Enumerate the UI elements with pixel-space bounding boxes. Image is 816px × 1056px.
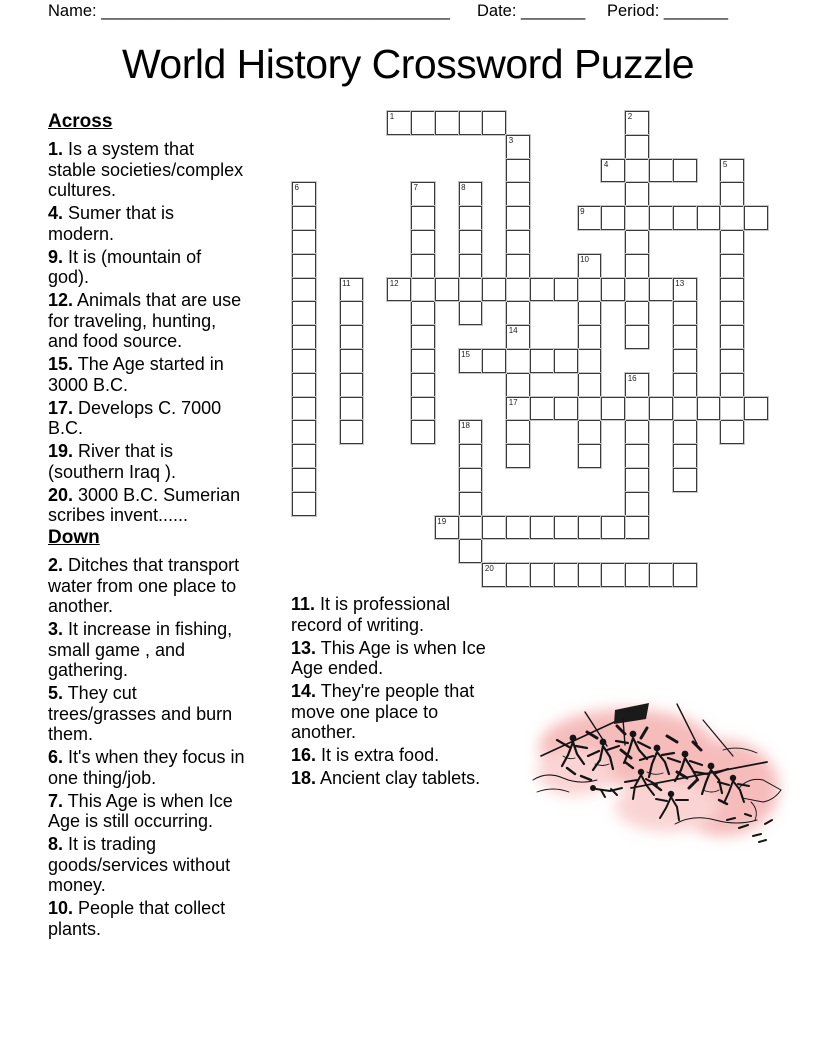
grid-cell-r12c2[interactable] [340,397,364,421]
clue-text: They're people that move one place to another. [291,681,475,742]
grid-clue-number: 13 [675,278,685,288]
grid-cell-r6c5[interactable] [411,254,435,278]
grid-cell-r13c7[interactable] [459,420,483,444]
grid-cell-r16c7[interactable] [459,492,483,516]
grid-cell-r7c15[interactable] [649,278,673,302]
grid-cell-r7c0[interactable] [292,278,316,302]
clue-text: It is professional record of writing. [291,594,451,635]
grid-cell-r5c18[interactable] [720,230,744,254]
clue-text: Animals that are use for traveling, hunting, and food source. [48,290,242,351]
clue-across-9 [48,247,245,288]
clue-across-4 [48,203,245,244]
grid-cell-r17c7[interactable] [459,516,483,540]
period-label: Period: [607,2,664,20]
grid-cell-r12c18[interactable] [720,397,744,421]
clue-number: 12. [48,290,74,310]
grid-cell-r12c10[interactable] [530,397,554,421]
grid-cell-r14c16[interactable] [673,444,697,468]
grid-cell-r7c12[interactable] [578,278,602,302]
clue-number: 14. [291,681,317,701]
clue-number: 5. [48,683,64,703]
grid-cell-r5c0[interactable] [292,230,316,254]
grid-cell-r13c16[interactable] [673,420,697,444]
grid-cell-r4c9[interactable] [506,206,530,230]
clue-text: People that collect plants. [48,898,226,939]
clue-down-3 [48,619,245,681]
grid-cell-r1c14[interactable] [625,135,649,159]
grid-cell-r14c14[interactable] [625,444,649,468]
grid-cell-r4c18[interactable] [720,206,744,230]
grid-cell-r11c14[interactable] [625,373,649,397]
grid-cell-r13c9[interactable] [506,420,530,444]
grid-cell-r18c7[interactable] [459,539,483,563]
grid-cell-r16c14[interactable] [625,492,649,516]
grid-cell-r19c9[interactable] [506,563,530,587]
grid-clue-number: 5 [722,159,728,169]
down-clues-list-left [48,555,245,939]
grid-cell-r4c17[interactable] [697,206,721,230]
grid-cell-r19c12[interactable] [578,563,602,587]
grid-cell-r11c18[interactable] [720,373,744,397]
grid-clue-number: 18 [461,421,470,431]
grid-cell-r17c11[interactable] [554,516,578,540]
grid-clue-number: 19 [437,516,447,526]
clue-number: 11. [291,594,316,614]
grid-clue-number: 4 [603,159,609,169]
grid-cell-r7c13[interactable] [601,278,625,302]
grid-cell-r4c13[interactable] [601,206,625,230]
grid-clue-number: 16 [627,373,637,383]
grid-cell-r11c0[interactable] [292,373,316,397]
grid-cell-r2c18[interactable] [720,159,744,183]
grid-cell-r12c17[interactable] [697,397,721,421]
grid-cell-r7c16[interactable] [673,278,697,302]
grid-cell-r7c10[interactable] [530,278,554,302]
date-label: Date: [477,2,522,20]
grid-cell-r12c19[interactable] [744,397,768,421]
clue-number: 15. [48,354,74,374]
grid-cell-r7c14[interactable] [625,278,649,302]
clue-text: Ditches that transport water from one place to another. [48,555,240,616]
clue-text: Ancient clay tablets. [316,768,481,788]
grid-cell-r15c14[interactable] [625,468,649,492]
grid-clue-number: 14 [508,326,518,336]
grid-cell-r13c5[interactable] [411,420,435,444]
grid-cell-r9c0[interactable] [292,325,316,349]
grid-cell-r13c14[interactable] [625,420,649,444]
grid-cell-r4c15[interactable] [649,206,673,230]
grid-cell-r5c5[interactable] [411,230,435,254]
grid-cell-r7c4[interactable] [387,278,411,302]
clue-text: It is (mountain of god). [48,246,202,287]
grid-cell-r10c2[interactable] [340,349,364,373]
grid-cell-r4c12[interactable] [578,206,602,230]
grid-cell-r6c12[interactable] [578,254,602,278]
grid-cell-r11c5[interactable] [411,373,435,397]
grid-cell-r0c14[interactable] [625,111,649,135]
clue-across-20 [48,485,245,526]
grid-cell-r17c8[interactable] [482,516,506,540]
grid-cell-r10c16[interactable] [673,349,697,373]
grid-cell-r13c0[interactable] [292,420,316,444]
clue-across-12 [48,290,245,352]
grid-cell-r5c7[interactable] [459,230,483,254]
grid-cell-r17c6[interactable] [435,516,459,540]
clue-text: It is extra food. [316,745,440,765]
grid-clue-number: 10 [580,254,589,264]
grid-clue-number: 12 [389,278,399,288]
grid-cell-r12c5[interactable] [411,397,435,421]
clue-down-11 [291,594,493,635]
grid-cell-r7c6[interactable] [435,278,459,302]
grid-cell-r0c5[interactable] [411,111,435,135]
grid-cell-r19c10[interactable] [530,563,554,587]
grid-cell-r4c0[interactable] [292,206,316,230]
grid-cell-r6c9[interactable] [506,254,530,278]
grid-clue-number: 1 [389,112,395,121]
grid-cell-r2c13[interactable] [601,159,625,183]
grid-cell-r19c16[interactable] [673,563,697,587]
grid-clue-number: 20 [484,564,494,574]
clue-text: This Age is when Ice Age is still occurring. [48,790,233,831]
name-label: Name: [48,2,102,20]
clue-text: 3000 B.C. Sumerian scribes invent...... [48,484,241,525]
grid-cell-r17c13[interactable] [601,516,625,540]
grid-cell-r9c16[interactable] [673,325,697,349]
grid-cell-r13c12[interactable] [578,420,602,444]
grid-cell-r10c12[interactable] [578,349,602,373]
grid-cell-r0c8[interactable] [482,111,506,135]
clue-text: It's when they focus in one thing/job. [48,747,245,788]
clue-down-2 [48,555,245,617]
clue-text: They cut trees/grasses and burn them. [48,683,233,744]
clue-across-17 [48,398,245,439]
grid-cell-r8c14[interactable] [625,301,649,325]
clue-number: 6. [48,747,64,767]
name-field [48,1,450,21]
grid-cell-r7c8[interactable] [482,278,506,302]
grid-cell-r8c18[interactable] [720,301,744,325]
grid-cell-r16c0[interactable] [292,492,316,516]
clue-down-13 [291,638,493,679]
grid-cell-r12c9[interactable] [506,397,530,421]
grid-cell-r11c9[interactable] [506,373,530,397]
grid-clue-number: 7 [413,183,418,193]
clue-down-14 [291,681,493,743]
grid-cell-r17c12[interactable] [578,516,602,540]
grid-clue-number: 2 [627,112,633,121]
grid-cell-r12c12[interactable] [578,397,602,421]
crossword-grid [292,111,769,592]
grid-cell-r14c9[interactable] [506,444,530,468]
grid-clue-number: 15 [461,350,470,359]
clues-middle-column [291,594,493,791]
down-heading: Down [48,527,100,548]
clue-down-7 [48,791,245,832]
grid-cell-r10c18[interactable] [720,349,744,373]
grid-cell-r5c9[interactable] [506,230,530,254]
grid-cell-r12c11[interactable] [554,397,578,421]
clue-text: Sumer that is modern. [48,203,175,244]
grid-cell-r17c10[interactable] [530,516,554,540]
grid-clue-number: 17 [508,397,518,407]
clue-down-6 [48,747,245,788]
clue-across-15 [48,354,245,395]
grid-cell-r7c11[interactable] [554,278,578,302]
name-blank-line[interactable]: ______________________________________ [101,2,450,20]
grid-cell-r3c9[interactable] [506,182,530,206]
grid-cell-r15c0[interactable] [292,468,316,492]
grid-cell-r6c14[interactable] [625,254,649,278]
period-blank-line[interactable]: _______ [663,2,729,20]
grid-cell-r15c16[interactable] [673,468,697,492]
clue-number: 18. [291,768,317,788]
grid-cell-r11c16[interactable] [673,373,697,397]
grid-cell-r15c7[interactable] [459,468,483,492]
grid-cell-r6c7[interactable] [459,254,483,278]
grid-cell-r10c0[interactable] [292,349,316,373]
grid-clue-number: 11 [342,278,351,288]
date-field [477,1,585,21]
clue-text: This Age is when Ice Age ended. [291,637,486,678]
clue-text: Develops C. 7000 B.C. [48,397,222,438]
grid-cell-r7c18[interactable] [720,278,744,302]
grid-cell-r3c18[interactable] [720,182,744,206]
clue-number: 4. [48,203,64,223]
grid-cell-r6c0[interactable] [292,254,316,278]
clue-text: The Age started in 3000 B.C. [48,354,224,395]
grid-cell-r10c7[interactable] [459,349,483,373]
grid-cell-r3c14[interactable] [625,182,649,206]
clue-number: 2. [48,555,64,575]
clue-down-16 [291,745,493,766]
grid-cell-r14c12[interactable] [578,444,602,468]
grid-cell-r8c5[interactable] [411,301,435,325]
grid-cell-r19c14[interactable] [625,563,649,587]
clue-down-8 [48,834,245,896]
clue-number: 17. [48,397,74,418]
clue-number: 7. [48,790,64,811]
grid-cell-r8c9[interactable] [506,301,530,325]
grid-cell-r2c14[interactable] [625,159,649,183]
grid-cell-r12c16[interactable] [673,397,697,421]
grid-cell-r8c7[interactable] [459,301,483,325]
grid-cell-r9c5[interactable] [411,325,435,349]
grid-cell-r12c0[interactable] [292,397,316,421]
grid-cell-r12c14[interactable] [625,397,649,421]
grid-cell-r9c14[interactable] [625,325,649,349]
grid-cell-r9c18[interactable] [720,325,744,349]
clue-text: Is a system that stable societies/complex cultures. [48,139,244,200]
clue-number: 20. [48,484,74,505]
battle-scene-illustration [527,692,789,850]
clue-number: 13. [291,637,317,658]
grid-clue-number: 9 [580,207,585,217]
grid-cell-r14c7[interactable] [459,444,483,468]
across-heading: Across [48,111,113,132]
clue-number: 1. [48,139,64,159]
clue-down-10 [48,898,245,939]
grid-cell-r0c7[interactable] [459,111,483,135]
grid-cell-r10c9[interactable] [506,349,530,373]
grid-cell-r10c8[interactable] [482,349,506,373]
clue-text: River that is (southern Iraq ). [48,441,177,482]
grid-cell-r5c14[interactable] [625,230,649,254]
grid-cell-r7c9[interactable] [506,278,530,302]
grid-cell-r2c16[interactable] [673,159,697,183]
clue-text: It is trading goods/services without money. [48,834,231,895]
grid-cell-r19c8[interactable] [482,563,506,587]
clue-across-19 [48,441,245,482]
grid-cell-r8c2[interactable] [340,301,364,325]
grid-cell-r4c19[interactable] [744,206,768,230]
grid-clue-number: 8 [461,183,466,193]
grid-cell-r7c5[interactable] [411,278,435,302]
grid-cell-r10c11[interactable] [554,349,578,373]
period-field [607,1,728,21]
grid-cell-r1c9[interactable] [506,135,530,159]
grid-cell-r3c7[interactable] [459,182,483,206]
clue-number: 19. [48,441,74,461]
down-clues-list-right [291,594,493,789]
grid-cell-r19c11[interactable] [554,563,578,587]
grid-cell-r13c18[interactable] [720,420,744,444]
grid-clue-number: 6 [294,183,299,193]
clue-across-1 [48,139,245,201]
grid-cell-r6c18[interactable] [720,254,744,278]
grid-cell-r2c15[interactable] [649,159,673,183]
date-blank-line[interactable]: _______ [521,2,586,20]
grid-cell-r17c9[interactable] [506,516,530,540]
grid-cell-r8c0[interactable] [292,301,316,325]
grid-cell-r10c5[interactable] [411,349,435,373]
clue-text: It increase in fishing, small game , and gathering. [48,619,233,680]
grid-cell-r14c0[interactable] [292,444,316,468]
grid-cell-r19c15[interactable] [649,563,673,587]
clue-number: 10. [48,898,74,918]
grid-cell-r8c12[interactable] [578,301,602,325]
grid-cell-r7c7[interactable] [459,278,483,302]
grid-cell-r7c2[interactable] [340,278,364,302]
clue-number: 9. [48,246,64,267]
grid-cell-r9c12[interactable] [578,325,602,349]
grid-cell-r9c9[interactable] [506,325,530,349]
grid-cell-r12c13[interactable] [601,397,625,421]
grid-cell-r3c0[interactable] [292,182,316,206]
page-title: World History Crossword Puzzle [121,41,695,87]
clue-down-5 [48,683,245,745]
grid-cell-r11c12[interactable] [578,373,602,397]
grid-cell-r2c9[interactable] [506,159,530,183]
clue-number: 8. [48,834,64,854]
grid-cell-r4c7[interactable] [459,206,483,230]
grid-cell-r10c10[interactable] [530,349,554,373]
grid-cell-r4c14[interactable] [625,206,649,230]
clues-left-column [48,112,245,942]
clue-number: 3. [48,619,64,639]
grid-cell-r4c16[interactable] [673,206,697,230]
grid-cell-r19c13[interactable] [601,563,625,587]
grid-cell-r9c2[interactable] [340,325,364,349]
grid-clue-number: 3 [508,135,514,145]
grid-cell-r3c5[interactable] [411,182,435,206]
grid-cell-r0c6[interactable] [435,111,459,135]
grid-cell-r4c5[interactable] [411,206,435,230]
grid-cell-r0c4[interactable] [387,111,411,135]
clue-down-18 [291,768,493,789]
clue-number: 16. [291,745,317,765]
grid-cell-r12c15[interactable] [649,397,673,421]
grid-cell-r17c14[interactable] [625,516,649,540]
across-clues-list [48,139,245,526]
grid-cell-r11c2[interactable] [340,373,364,397]
grid-cell-r8c16[interactable] [673,301,697,325]
grid-cell-r13c2[interactable] [340,420,364,444]
